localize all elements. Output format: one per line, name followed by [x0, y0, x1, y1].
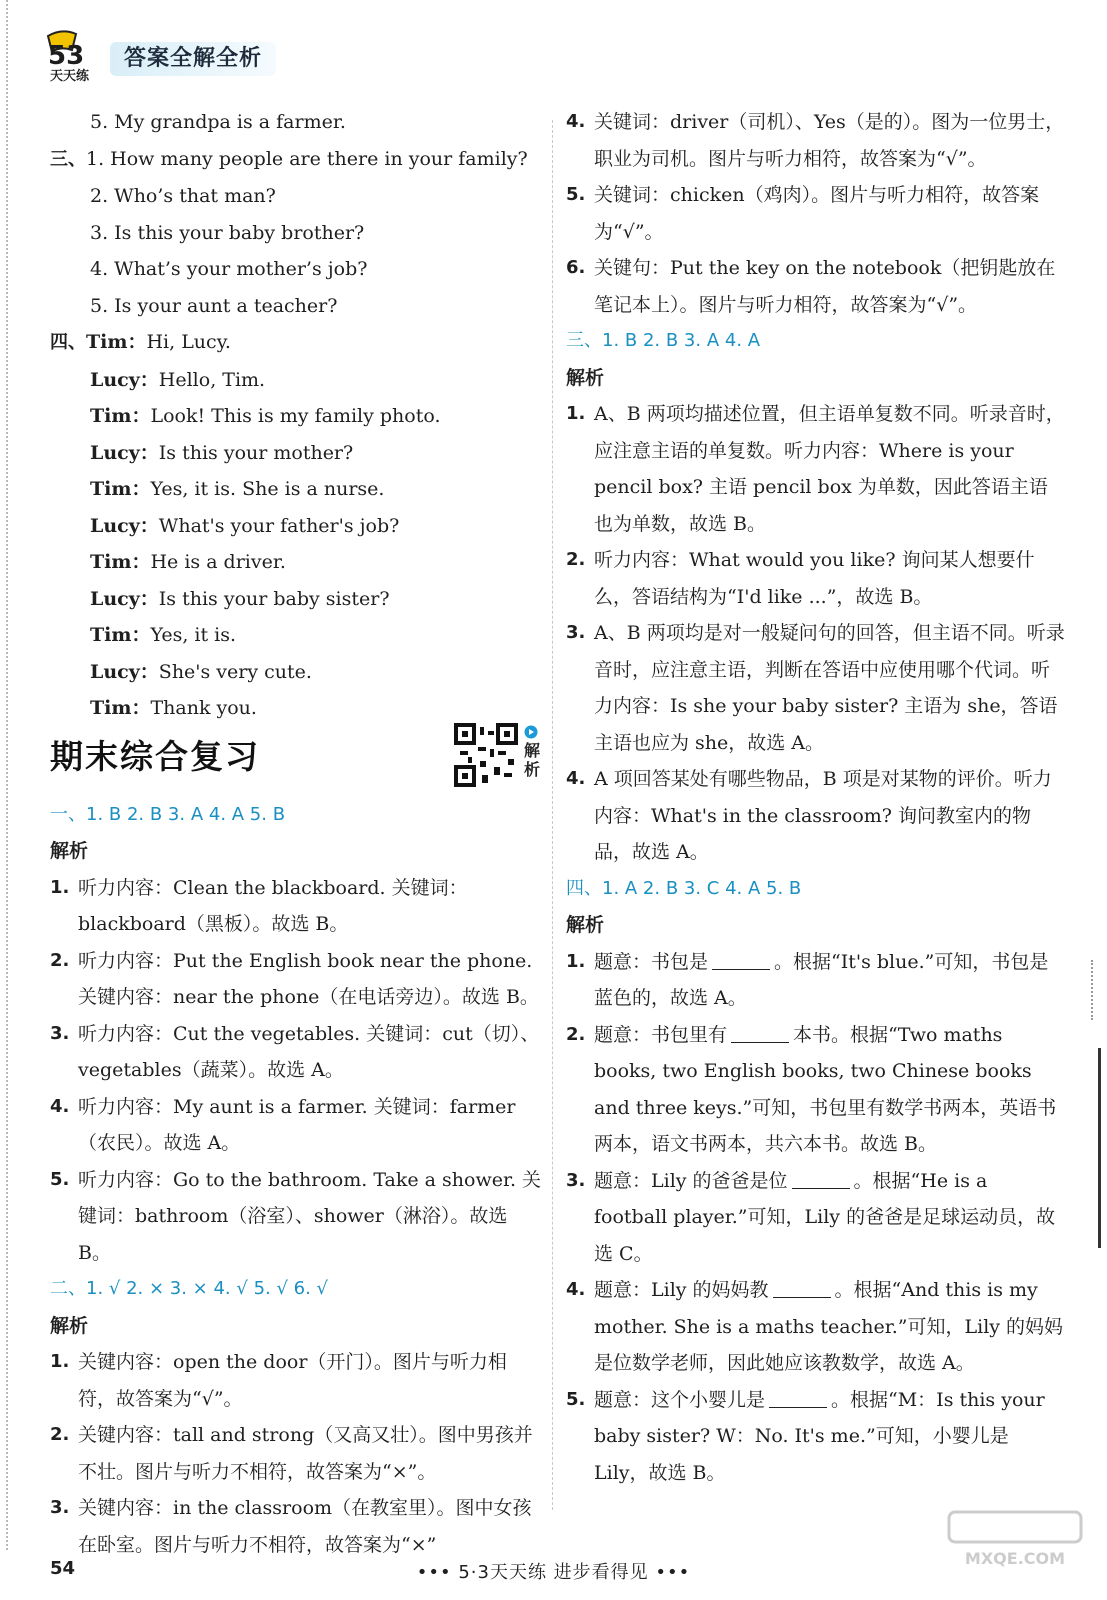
- speaker: Lucy：: [90, 514, 159, 537]
- item-text: 关键内容：in the classroom（在教室里）。图中女孩在卧室。图片与听力不相符，故答案为“×”: [78, 1497, 532, 1556]
- page-header: [42, 28, 342, 88]
- item-number: 1.: [50, 1351, 70, 1372]
- dialogue-line: [50, 435, 544, 472]
- analysis-item: [566, 177, 1066, 250]
- section-4-answers: 四、1. A 2. B 3. C 4. A 5. B: [566, 877, 802, 899]
- analysis-item: [50, 1417, 544, 1490]
- right-column: [566, 104, 1066, 1491]
- item-number: 6.: [566, 257, 586, 278]
- analysis-item: [566, 761, 1066, 871]
- item-number: 5.: [50, 1168, 70, 1190]
- item-text: A、B 两项均描述位置，但主语单复数不同。听录音时，应注意主语的单复数。听力内容：Where is your pencil box? 主语 pencil box 为单数，因此答语主语也为单数，故选 B。: [594, 403, 1065, 535]
- item-text: A、B 两项均是对一般疑问句的回答，但主语不同。听录音时，应注意主语，判断在答语中应使用哪个代词。听力内容：Is she your baby sister? 主语为 she，答语主语也应为 she，故选 A。: [594, 622, 1065, 754]
- item-text: [594, 1272, 1066, 1382]
- dialogue-line: [50, 654, 544, 691]
- analysis-heading: 解析: [566, 914, 605, 936]
- analysis-item: [566, 1382, 1066, 1492]
- item-text: A 项回答某处有哪些物品，B 项是对某物的评价。听力内容：What's in the classroom? 询问教室内的物品，故选 A。: [594, 768, 1052, 863]
- analysis-item: [566, 250, 1066, 323]
- item-text-a: 题意：Lily 的妈妈教: [594, 1279, 769, 1301]
- item-text-b: 。根据“M：Is this your baby sister? W：No. It's me.”可知，小婴儿是 Lily，故选 B。: [594, 1388, 1045, 1484]
- dialogue-line: [50, 617, 544, 654]
- item-number: 3.: [566, 622, 586, 643]
- item-text: [594, 1163, 1066, 1273]
- item-text-a: 题意：书包是: [594, 950, 709, 973]
- analysis-heading: 解析: [566, 366, 605, 389]
- analysis-item: [50, 1016, 544, 1089]
- footer-slogan: ••• 5·3天天练 进步看得见 •••: [416, 1562, 691, 1583]
- item-text: 听力内容：Go to the bathroom. Take a shower. 关键词：bathroom（浴室）、shower（淋浴）。故选 B。: [78, 1168, 542, 1264]
- speaker: Lucy：: [90, 368, 159, 391]
- answer-blank: [773, 1297, 831, 1298]
- speaker: Tim：: [90, 624, 151, 646]
- item-text: [594, 1017, 1066, 1163]
- utterance: Hi, Lucy.: [146, 331, 231, 353]
- item-text: 关键内容：tall and strong（又高又壮）。图中男孩并不壮。图片与听力不相符，故答案为“×”。: [78, 1424, 533, 1483]
- item-number: 2.: [566, 1023, 586, 1045]
- analysis-heading: 解析: [50, 1314, 89, 1337]
- section-label: 四、: [50, 332, 86, 353]
- item-number: 3.: [50, 1022, 70, 1044]
- item-number: 2.: [566, 549, 586, 570]
- speaker: Lucy：: [90, 660, 159, 683]
- item-text-a: 题意：这个小婴儿是: [594, 1388, 766, 1411]
- analysis-item: [50, 1089, 544, 1162]
- column-divider: [552, 120, 553, 1510]
- item-text: 听力内容：What would you like? 询问某人想要什么，答语结构为“I'd like ...”，故选 B。: [594, 549, 1035, 608]
- answer-line: 5. My grandpa is a farmer.: [90, 111, 346, 133]
- utterance: Hello, Tim.: [158, 368, 266, 391]
- answer-blank: [731, 1042, 789, 1043]
- item-text: [594, 1382, 1066, 1492]
- section-3-item: 5. Is your aunt a teacher?: [90, 294, 338, 317]
- dialogue-line: [50, 362, 544, 399]
- utterance: He is a driver.: [150, 551, 286, 573]
- dialogue-line: [50, 581, 544, 618]
- utterance: Is this your baby sister?: [158, 587, 390, 610]
- left-margin-dots: [6, 0, 8, 1550]
- item-text: 听力内容：Put the English book near the phone. 关键内容：near the phone（在电话旁边）。故选 B。: [78, 949, 539, 1008]
- utterance: She's very cute.: [158, 660, 312, 683]
- item-text: 听力内容：My aunt is a farmer. 关键词：farmer（农民）。故选 A。: [78, 1095, 516, 1154]
- item-number: 1.: [50, 876, 70, 898]
- svg-text:天天练: 天天练: [50, 69, 90, 84]
- item-number: 1.: [566, 950, 586, 972]
- dialogue-line: [50, 471, 544, 508]
- speaker: Lucy：: [90, 441, 159, 464]
- section-1-answers: 一、1. B 2. B 3. A 4. A 5. B: [50, 803, 286, 825]
- analysis-item: [566, 944, 1066, 1017]
- section-label: 三、: [50, 148, 86, 170]
- item-text: 听力内容：Cut the vegetables. 关键词：cut（切）、vegetables（蔬菜）。故选 A。: [78, 1022, 540, 1081]
- analysis-item: [566, 1272, 1066, 1382]
- answer-blank: [792, 1188, 850, 1189]
- item-text: 关键内容：open the door（开门）。图片与听力相符，故答案为“√”。: [78, 1351, 507, 1410]
- svg-text:53: 53: [48, 41, 85, 71]
- utterance: What's your father's job?: [158, 514, 400, 537]
- item-text: 关键词：chicken（鸡肉）。图片与听力相符，故答案为“√”。: [594, 184, 1040, 243]
- item-text: 关键句：Put the key on the notebook（把钥匙放在笔记本上）。图片与听力相符，故答案为“√”。: [594, 257, 1056, 316]
- item-text: 关键词：driver（司机）、Yes（是的）。图为一位男士，职业为司机。图片与听力相符，故答案为“√”。: [594, 111, 1065, 170]
- utterance: Look! This is my family photo.: [150, 405, 441, 427]
- item-text: [594, 944, 1066, 1017]
- section-3-answers: 三、1. B 2. B 3. A 4. A: [566, 330, 761, 351]
- brand-logo-icon: [42, 28, 104, 84]
- section-2-answers: 二、1. √ 2. × 3. × 4. √ 5. √ 6. √: [50, 1278, 329, 1299]
- item-number: 5.: [566, 184, 586, 205]
- item-number: 2.: [50, 1424, 70, 1445]
- section-3-item: 4. What’s your mother’s job?: [90, 258, 368, 280]
- page-footer: [0, 1552, 1107, 1592]
- speaker: Tim：: [86, 331, 147, 353]
- dialogue-line: [50, 398, 544, 435]
- item-text-b: 。根据“And this is my mother. She is a maths teacher.”可知，Lily 的妈妈是位数学老师，因此她应该教数学，故选 A。: [594, 1279, 1064, 1374]
- speaker: Tim：: [90, 478, 151, 500]
- item-number: 2.: [50, 949, 70, 971]
- item-number: 3.: [50, 1497, 70, 1518]
- item-number: 4.: [50, 1095, 70, 1117]
- dialogue-line: [50, 508, 544, 545]
- answer-blank: [712, 969, 770, 970]
- analysis-heading: 解析: [50, 840, 89, 862]
- utterance: Yes, it is.: [150, 624, 237, 646]
- item-text-a: 题意：Lily 的爸爸是位: [594, 1169, 788, 1192]
- watermark-text: MXQE.COM: [964, 1549, 1066, 1568]
- utterance: Is this your mother?: [158, 441, 354, 464]
- item-number: 4.: [566, 111, 586, 132]
- item-text-b: 本书。根据“Two maths books, two English books, two Chinese books and three keys.”可知，书包里有数学书两本，英语书两本，语文书两本，共六本书。故选 B。: [594, 1023, 1057, 1155]
- item-number: 4.: [566, 768, 586, 789]
- dialogue-line: [50, 324, 544, 362]
- edge-bar: [1098, 1048, 1101, 1248]
- item-text-b: 。根据“He is a football player.”可知，Lily 的爸爸是足球运动员，故选 C。: [594, 1169, 1056, 1265]
- qr-label: [524, 725, 544, 779]
- dialogue-line: [50, 690, 544, 727]
- item-number: 5.: [566, 1388, 586, 1410]
- dialogue-line: [50, 544, 544, 581]
- section-3-line-1: [50, 141, 544, 179]
- utterance: Thank you.: [150, 697, 257, 719]
- analysis-item: [566, 542, 1066, 615]
- speaker: Tim：: [90, 551, 151, 573]
- item-text-a: 题意：书包里有: [594, 1023, 728, 1046]
- header-title: 答案全解全析: [110, 42, 276, 76]
- analysis-item: [566, 1017, 1066, 1163]
- utterance: Yes, it is. She is a nurse.: [150, 478, 385, 500]
- review-title-text: 期末综合复习: [50, 736, 260, 776]
- item-text-b: 。根据“It's blue.”可知，书包是蓝色的，故选 A。: [594, 950, 1049, 1009]
- analysis-item: [566, 615, 1066, 761]
- item-number: 1.: [566, 403, 586, 424]
- analysis-item: [50, 1344, 544, 1417]
- analysis-item: [566, 396, 1066, 542]
- item-number: 4.: [566, 1279, 586, 1300]
- play-icon: [524, 725, 538, 739]
- review-section-title: [50, 727, 544, 797]
- speaker: Lucy：: [90, 587, 159, 610]
- analysis-item: [50, 943, 544, 1016]
- section-3-item: 2. Who’s that man?: [90, 185, 276, 207]
- qr-label-text: 解析: [524, 740, 543, 779]
- item-number: 3.: [566, 1169, 586, 1191]
- edge-dots: [1091, 960, 1097, 1020]
- section-3-item: 3. Is this your baby brother?: [90, 221, 365, 244]
- speaker: Tim：: [90, 697, 151, 719]
- analysis-item: [566, 1163, 1066, 1273]
- answer-blank: [769, 1407, 827, 1408]
- item-text: 听力内容：Clean the blackboard. 关键词：blackboard（黑板）。故选 B。: [78, 876, 468, 935]
- qr-code-icon[interactable]: [454, 723, 518, 787]
- speaker: Tim：: [90, 405, 151, 427]
- analysis-item: [50, 1162, 544, 1272]
- analysis-item: [566, 104, 1066, 177]
- section-3-item: 1. How many people are there in your family?: [86, 147, 528, 170]
- left-column: [50, 104, 544, 1563]
- analysis-item: [50, 870, 544, 943]
- page-number: 54: [50, 1558, 76, 1579]
